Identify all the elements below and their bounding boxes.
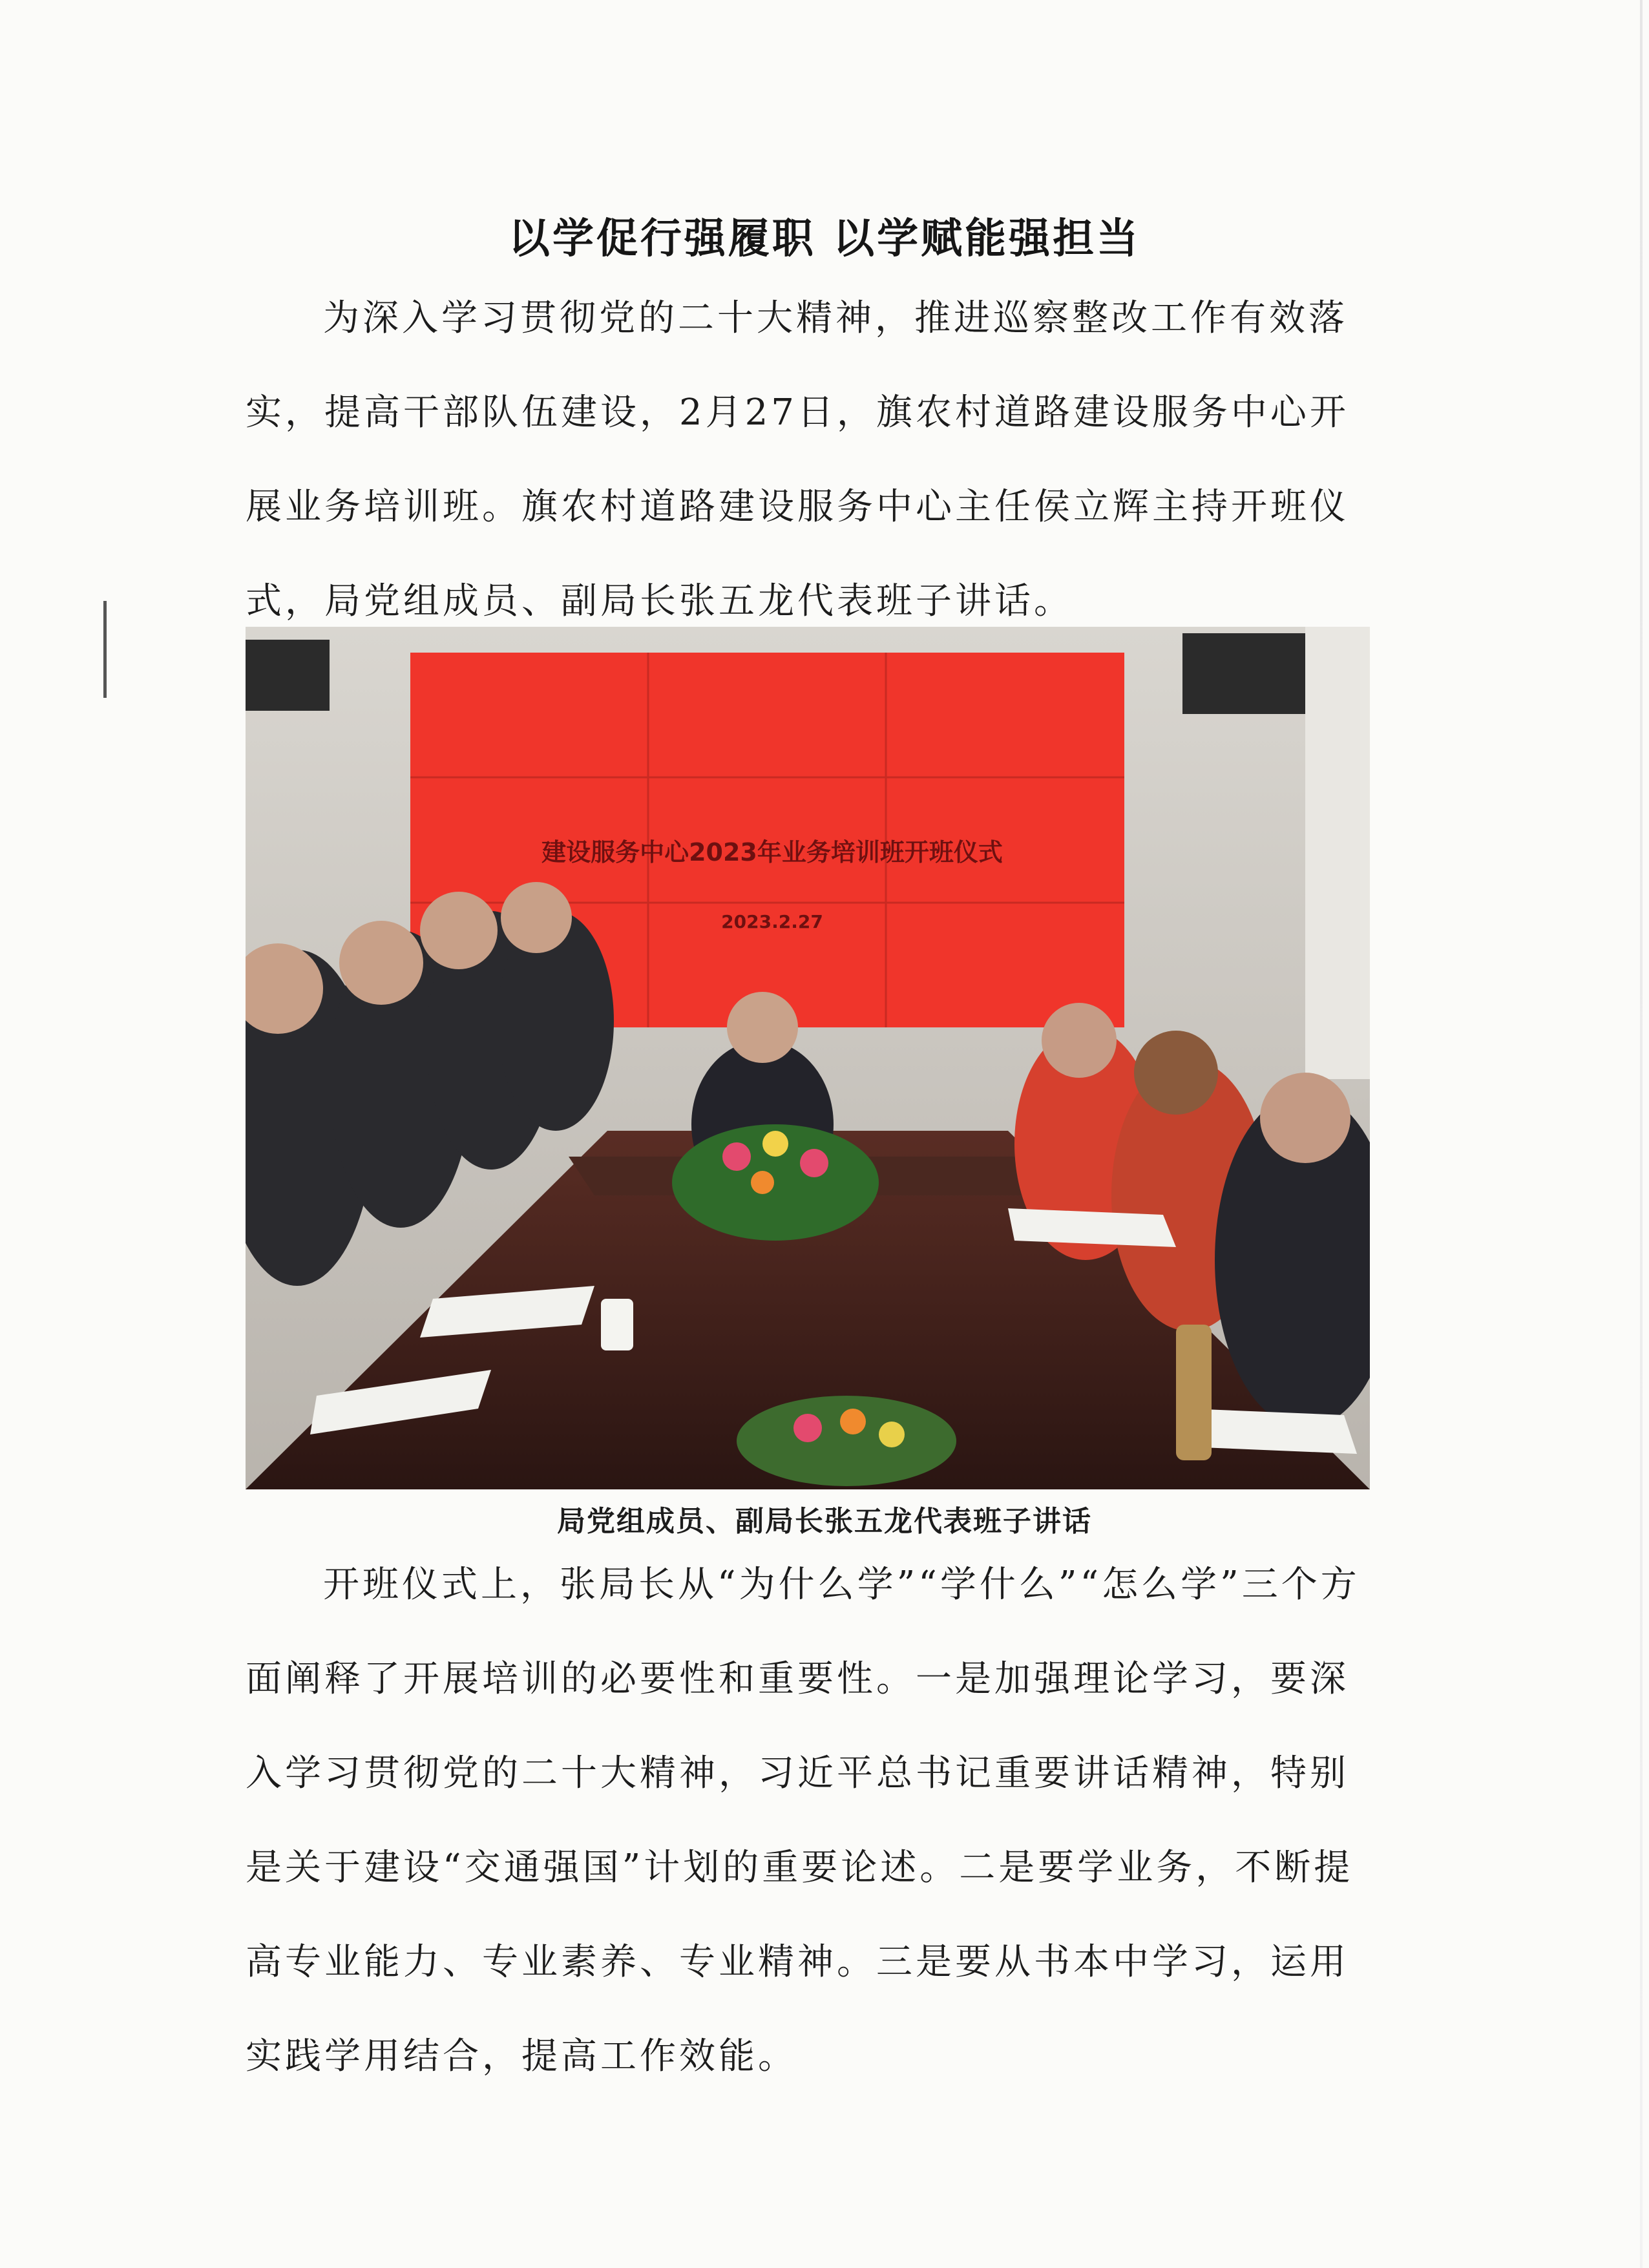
- scan-edge: [1640, 0, 1643, 2268]
- document-title: 以学促行强履职 以学赋能强担当: [508, 215, 1141, 263]
- paragraph-intro: 为深入学习贯彻党的二十大精神，推进巡察整改工作有效落实，提高干部队伍建设，2月27日，旗农村道路建设服务中心开展业务培训班。旗农村道路建设服务中心主任侯立辉主持开班仪式，局党组成员、副局长张五龙代表班子讲话。: [246, 297, 1349, 622]
- paragraph-body: 开班仪式上，张局长从“为什么学”“学什么”“怎么学”三个方面阐释了开展培训的必要性和重要性。一是加强理论学习，要深入学习贯彻党的二十大精神，习近平总书记重要讲话精神，特别是关于建设“交通强国”计划的重要论述。二是要学业务，不断提高专业能力、专业素养、专业精神。三是要从书本中学习，运用实践学用结合，提高工作效能。: [246, 1564, 1360, 2077]
- photo-caption: 局党组成员、副局长张五龙代表班子讲话: [557, 1505, 1092, 1538]
- meeting-photo: [246, 627, 1370, 1489]
- screen-date: 2023.2.27: [721, 911, 823, 932]
- screen-title: 建设服务中心2023年业务培训班开班仪式: [541, 838, 1003, 866]
- scan-mark: [103, 601, 107, 698]
